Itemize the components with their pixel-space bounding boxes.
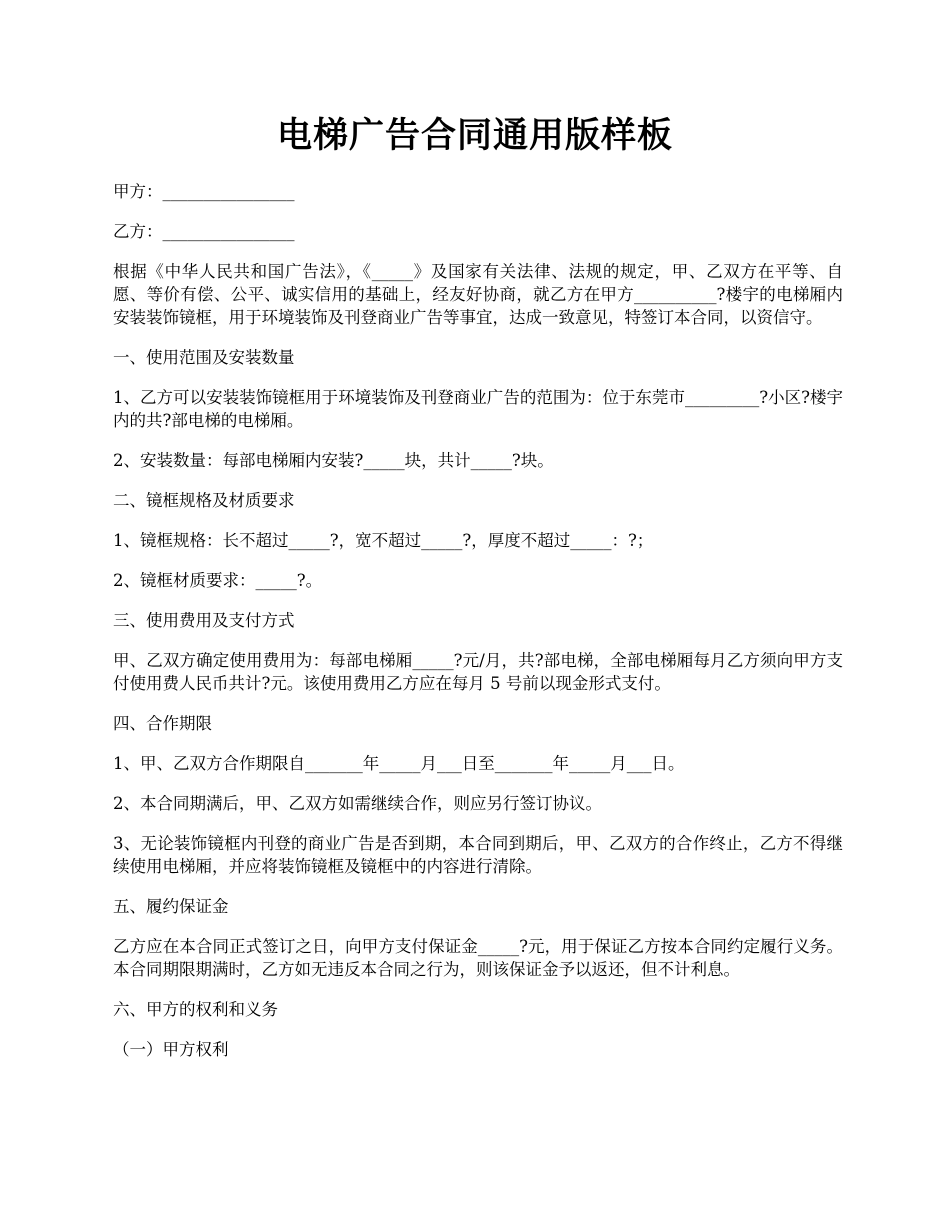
party-b-line: 乙方：________________ [113, 222, 295, 241]
clause-4-3: 3、无论装饰镜框内刊登的商业广告是否到期，本合同到期后，甲、乙双方的合作终止，乙方不得继续使用电梯厢，并应将装饰镜框及镜框中的内容进行清除。 [113, 834, 843, 876]
clause-2-1: 1、镜框规格：长不超过_____?，宽不超过_____?，厚度不超过_____：?； [113, 531, 654, 550]
clause-2-2: 2、镜框材质要求：_____?。 [113, 571, 323, 590]
section-heading-5: 五、履约保证金 [113, 897, 229, 916]
subsection-heading-6-1: （一）甲方权利 [113, 1040, 229, 1059]
preamble-paragraph: 根据《中华人民共和国广告法》，《_____》及国家有关法律、法规的规定，甲、乙双方在平等、自愿、等价有偿、公平、诚实信用的基础上，经友好协商，就乙方在甲方__________?楼宇的电梯厢内安装装饰镜框，用于环境装饰及刊登商业广告等事宜，达成一致意见，特签订本合同，以资信守。 [113, 262, 843, 327]
clause-1-2: 2、安装数量：每部电梯厢内安装?_____块，共计_____?块。 [113, 451, 554, 470]
document-body [113, 180, 843, 1078]
section-heading-6: 六、甲方的权利和义务 [113, 1000, 278, 1019]
clause-1-1: 1、乙方可以安装装饰镜框用于环境装饰及刊登商业广告的范围为：位于东莞市_________?小区?楼宇内的共?部电梯的电梯厢。 [113, 388, 843, 430]
section-heading-4: 四、合作期限 [113, 714, 212, 733]
party-a-line: 甲方：________________ [113, 182, 295, 201]
section-heading-2: 二、镜框规格及材质要求 [113, 491, 295, 510]
section-heading-3: 三、使用费用及支付方式 [113, 611, 295, 630]
clause-4-2: 2、本合同期满后，甲、乙双方如需继续合作，则应另行签订协议。 [113, 794, 602, 813]
section-heading-1: 一、使用范围及安装数量 [113, 348, 295, 367]
clause-4-1: 1、甲、乙双方合作期限自_______年_____月___日至_______年_____月___日。 [113, 754, 685, 773]
document-title: 电梯广告合同通用版样板 [276, 115, 673, 156]
clause-5: 乙方应在本合同正式签订之日，向甲方支付保证金_____?元，用于保证乙方按本合同约定履行义务。本合同期限期满时，乙方如无违反本合同之行为，则该保证金予以返还，但不计利息。 [113, 937, 843, 979]
clause-3: 甲、乙双方确定使用费用为：每部电梯厢_____?元/月，共?部电梯，全部电梯厢每月乙方须向甲方支付使用费人民币共计?元。该使用费用乙方应在每月 5 号前以现金形式支付。 [113, 651, 843, 693]
